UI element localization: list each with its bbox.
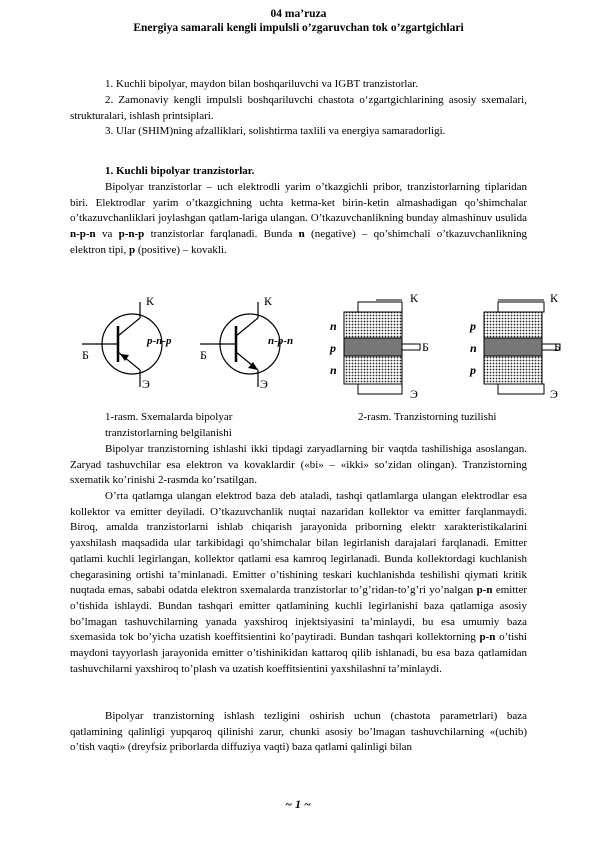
pnp-type-label: p-n-p: [147, 335, 172, 347]
paragraph-speed: Bipolyar tranzistorning ishlash tezligini oshirish uchun (chastota parametrlari) baza qatlamining qalinligi yupqaroq qilinishi zarur, chunki asosiy bo’lmagan tashuvchilarning «(uchib) o’tish vaqti» (dreyfsiz priborlarda diffuziya vaqti) baza qatlami qalinligi bilan: [70, 710, 527, 754]
paragraph-operation: Bipolyar tranzistorning ishlashi ikki tipdagi zaryadlarning bir vaqtda tashilishiga asoslangan. Zaryad tashuvchilar esa elektron va kovaklardir («bi» – «ikki» so’zidan olingan). Tranzistorning sxematik ko’rinishi 2-rasmda ko’rsatilgan.: [70, 443, 527, 487]
plan-item-1: 1. Kuchli bipolyar, maydon bilan boshqariluvchi va IGBT tranzistorlar.: [105, 78, 419, 90]
npn-struct-emitter: Э: [410, 387, 418, 401]
figure-1-caption: 1-rasm. Sxemalarda bipolyar tranzistorlarning belgilanishi: [105, 411, 233, 439]
npn-layer-bottom: n: [330, 363, 337, 377]
npn-structure: [344, 300, 420, 394]
npn-struct-collector: К: [410, 291, 419, 305]
lecture-number: 04 ma’ruza: [270, 8, 327, 20]
figure-2-caption: 2-rasm. Tranzistorning tuzilishi: [358, 411, 497, 423]
page-title: Energiya samarali kengli impulsli o’zgaruvchan tok o’zgartgichlari: [133, 22, 464, 34]
pnp-base-label: Б: [82, 348, 89, 362]
npn-struct-base: Б: [422, 340, 429, 354]
figure-2-structures: [318, 290, 568, 402]
npn-base-label: Б: [200, 348, 207, 362]
npn-collector-label: К: [264, 294, 273, 308]
npn-layer-top: n: [330, 319, 337, 333]
pnp-layer-top: p: [470, 319, 476, 333]
paragraph-layers: O’rta qatlamga ulangan elektrod baza deb ataladi, tashqi qatlamlarga ulangan elektrodlar esa kollektor va emitter deyiladi. O’tkazuvchanlik nuqtai nazaridan kollektor va emitter farqlanmaydi. Biroq, amalda tranzistorlarni ishlab chiqarish jarayonida priborning elektr xarakteristikalarini yaxshilash maqsadida ular tarkibidagi qo’shimchalar bilan legirlanish darajalari farqlanadi. Emitter qatlami kuchli legirlangan, kollektor qatlami esa kamroq legirlanadi. Bunda kollektordagi kuchlanish chegarasining ortishi ta’minlanadi. Emitter o’tishining teskari kuchlanishda teshilishi qiymati kritik nuqtada emas, sababi odatda elektron sxemalarda tranzistorlar to’g’ridan-to’g’ri yo’nalgan p-n emitter o’tishida ishlaydi. Bundan tashqari emitter qatlamining kuchli legirlanishi baza qatlamiga asosiy bo’lmagan tashuvchilarning yanada yaxshiroq injektsiyasini ta’minlaydi, bu esa umumiy baza sxemasida tok bo’yicha uzatish koeffitsientini ko’paytiradi. Bundan tashqari kollektorning p-n o’tishi maydoni tayyorlash jarayonida emitter o’tishinikidan kattaroq qilib ishlanadi, bu esa baza qatlamidan tashuvchilarni yaxshiroq to’plash va uzatish koeffitsientini yaxshilashni ta’minlaydi.: [70, 490, 527, 675]
pnp-collector-label: К: [146, 294, 155, 308]
page-number: ~ 1 ~: [285, 797, 311, 811]
pnp-struct-base: Б: [554, 340, 561, 354]
pnp-struct-collector: К: [550, 291, 559, 305]
pnp-layer-mid: n: [470, 341, 477, 355]
npn-type-label: n-p-n: [268, 335, 294, 347]
plan-item-2: 2. Zamonaviy kengli impulsli boshqariluvchi chastota o‘zgartgichlarining asosiy sxemalari, strukturalari, ishlash printsiplari.: [70, 94, 527, 122]
pnp-struct-emitter: Э: [550, 387, 558, 401]
plan-item-3: 3. Ular (SHIM)ning afzalliklari, solishtirma taxlili va energiya samaradorligi.: [105, 125, 446, 137]
pnp-structure: [484, 300, 560, 394]
npn-emitter-label: Э: [260, 377, 268, 391]
paragraph-intro: Bipolyar tranzistorlar – uch elektrodli yarim o’tkazgichli pribor, tranzistorlarning tiplaridan biri. Elektrodlar yarim o’tkazgichning uchta ketma-ket birin-ketin almashadigan qo’shimchalar o’tkazuvchanliklari joylashgan qatlam-lariga ulangan. O’tkazuvchanlikning bunday almashinuv usulida n-p-n va p-n-p tranzistorlar farqlanadi. Bunda n (negative) – qo’shimchali o’tkazuvchanlikning elektron tipi, p (positive) – kovakli.: [70, 181, 527, 256]
pnp-layer-bottom: p: [470, 363, 476, 377]
section-heading: 1. Kuchli bipolyar tranzistorlar.: [105, 165, 255, 177]
figure-1-symbols: [80, 292, 310, 400]
npn-layer-mid: p: [330, 341, 336, 355]
pnp-emitter-label: Э: [142, 377, 150, 391]
